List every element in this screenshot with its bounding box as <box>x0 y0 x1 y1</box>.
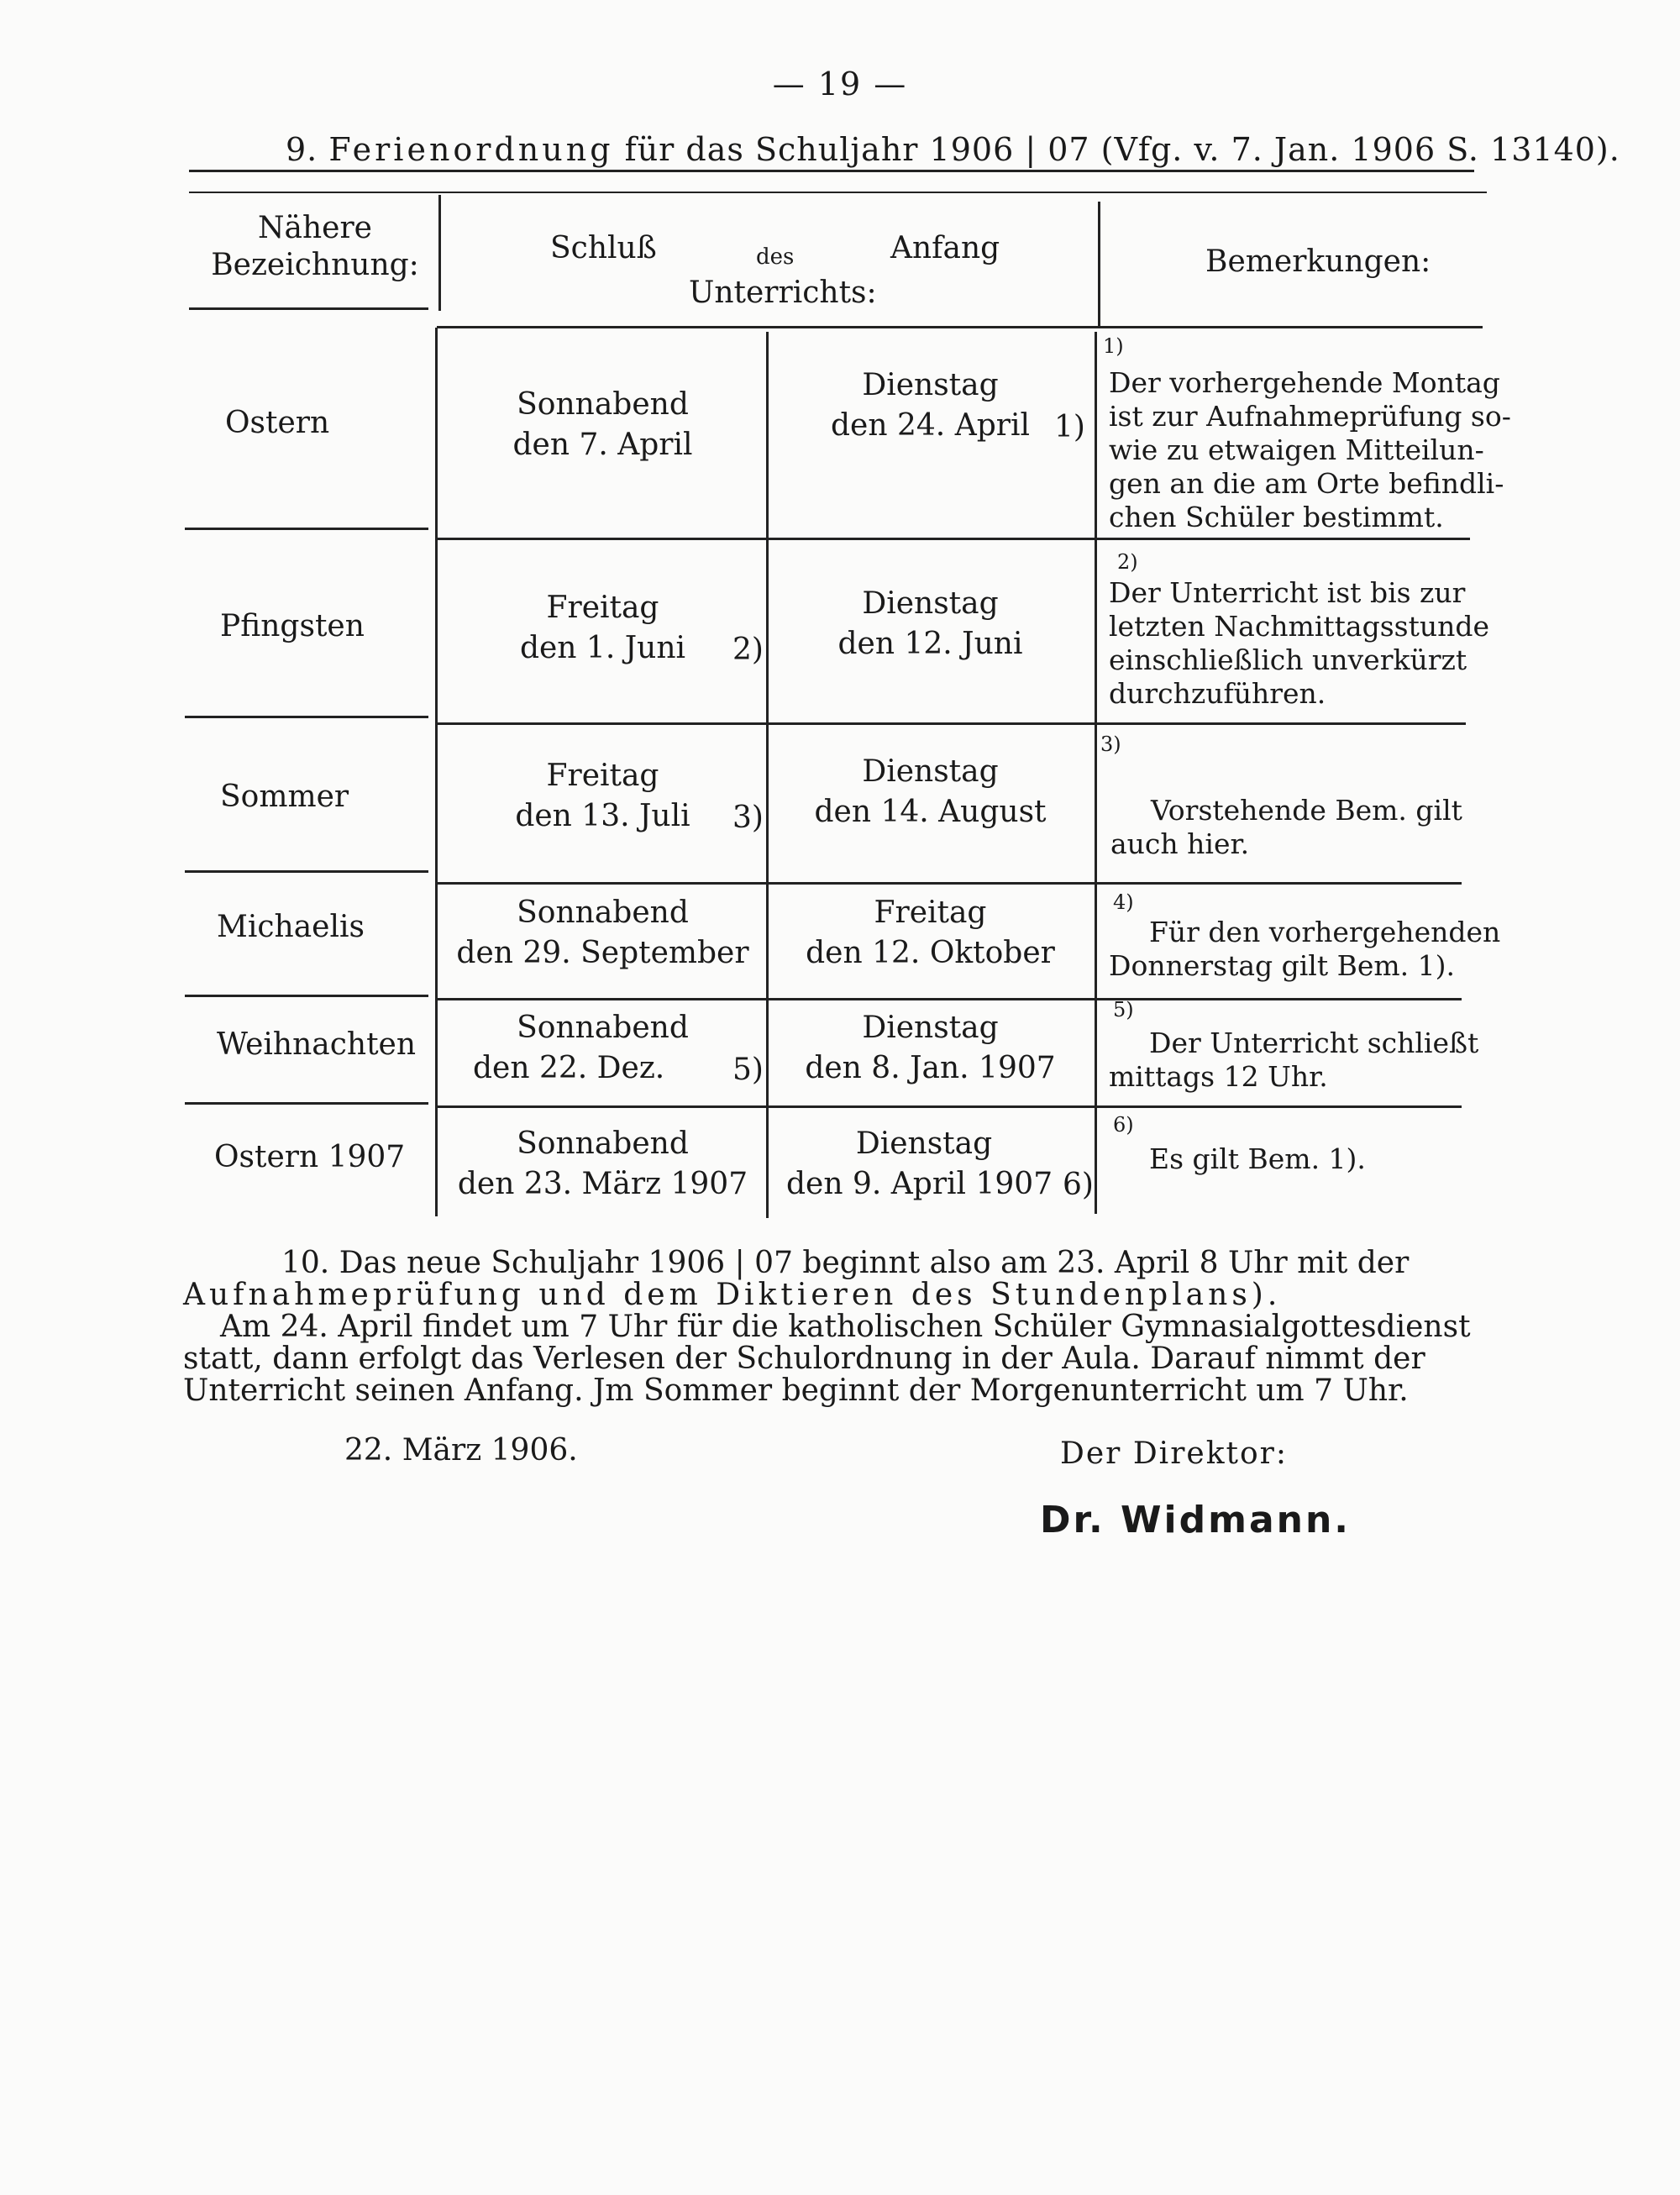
row-rule-5b <box>437 1105 1462 1108</box>
row-note-line: gen an die am Orte befindli- <box>1109 467 1504 500</box>
row-note <box>1149 1142 1366 1176</box>
row-start-day: Dienstag <box>862 586 999 621</box>
row-note-line: einschließlich unverkürzt <box>1109 643 1467 676</box>
row-name: Ostern 1907 <box>214 1140 406 1174</box>
row-start-date: den 8. Jan. 1907 <box>805 1051 1056 1085</box>
note-mark: 4) <box>1113 890 1134 914</box>
row-start-date: den 14. August <box>814 795 1047 829</box>
row-end-day: Freitag <box>546 759 659 793</box>
row-start-day: Dienstag <box>862 1011 999 1045</box>
row-start <box>769 893 1092 974</box>
row-start <box>769 584 1092 664</box>
row-start-day: Freitag <box>874 895 987 930</box>
row-note-line: wie zu etwaigen Mitteilun- <box>1109 433 1484 466</box>
row-end <box>441 588 764 669</box>
header-col4: Bemerkungen: <box>1205 244 1431 279</box>
row-note-line: Der Unterricht schließt <box>1149 1027 1479 1059</box>
header-vrule-3 <box>1098 202 1100 326</box>
row-rule-4b <box>437 998 1462 1000</box>
row-name: Pfingsten <box>220 609 365 643</box>
row-start <box>764 1124 1084 1205</box>
row-rule-1b <box>437 538 1470 540</box>
para10-line2: Aufnahmeprüfung und dem Diktieren des Stundenplans). <box>183 1278 1282 1312</box>
row-note <box>1110 794 1462 861</box>
row-start-day: Dienstag <box>862 754 999 789</box>
row-end-day: Freitag <box>546 591 659 625</box>
row-end <box>441 385 764 465</box>
row-note-line: Es gilt Bem. 1). <box>1149 1142 1366 1175</box>
row-start-mark: 6) <box>1063 1168 1094 1202</box>
table-top-rule <box>189 192 1487 193</box>
row-note-line: Der Unterricht ist bis zur <box>1109 576 1466 609</box>
row-start-mark: 1) <box>1054 410 1085 444</box>
para10-line3: Am 24. April findet um 7 Uhr für die katholischen Schüler Gymnasialgottesdienst <box>220 1310 1471 1344</box>
row-note-line: chen Schüler bestimmt. <box>1109 501 1444 533</box>
row-note-line: Für den vorhergehenden <box>1149 916 1501 948</box>
header-bottom-rule-left <box>189 307 428 310</box>
row-end <box>441 893 764 974</box>
heading-title: Ferienordnung <box>328 131 614 168</box>
row-end-date: den 23. März 1907 <box>457 1167 748 1201</box>
row-end-date: den 1. Juni <box>519 631 686 665</box>
note-mark: 3) <box>1100 733 1121 756</box>
body-vrule-1 <box>435 328 438 1216</box>
heading-rest: für das Schuljahr 1906 | 07 (Vfg. v. 7. Jan. 1906 S. 13140). <box>624 131 1620 168</box>
row-rule-2b <box>437 722 1466 725</box>
para10-line5: Unterricht seinen Anfang. Jm Sommer beginnt der Morgenunterricht um 7 Uhr. <box>183 1373 1409 1408</box>
row-end-mark: 2) <box>732 633 764 667</box>
row-end <box>441 1124 764 1205</box>
row-rule-1a <box>185 528 428 530</box>
row-start-date: den 9. April 1907 <box>786 1167 1053 1201</box>
row-start <box>769 365 1092 446</box>
row-name: Ostern <box>225 406 330 440</box>
row-start <box>769 752 1092 832</box>
row-end-day: Sonnabend <box>517 895 689 930</box>
row-start-day: Dienstag <box>855 1126 993 1161</box>
signature-role: Der Direktor: <box>1060 1436 1289 1471</box>
row-name: Weihnachten <box>217 1027 417 1062</box>
row-start-date: den 24. April <box>831 408 1030 443</box>
row-note <box>1109 576 1489 711</box>
page-number: — 19 — <box>772 66 908 102</box>
row-end-date: den 13. Juli <box>515 799 690 833</box>
row-start-day: Dienstag <box>862 368 999 402</box>
para10-line1: 10. Das neue Schuljahr 1906 | 07 beginnt also am 23. April 8 Uhr mit der <box>281 1246 1410 1280</box>
heading-number: 9. <box>286 131 318 168</box>
row-note-line: Der vorhergehende Montag <box>1109 366 1500 399</box>
row-note-line: Donnerstag gilt Bem. 1). <box>1109 949 1456 982</box>
row-end-date: den 29. September <box>456 936 749 970</box>
header-bottom-rule-right <box>437 326 1483 328</box>
row-rule-5a <box>185 1102 428 1105</box>
section-heading <box>286 132 1620 169</box>
body-vrule-3 <box>1095 332 1097 1214</box>
row-rule-3b <box>437 882 1462 885</box>
signature-name: Dr. Widmann. <box>1040 1499 1351 1541</box>
header-middle: des <box>756 244 795 270</box>
note-mark: 1) <box>1103 334 1124 358</box>
heading-rule <box>189 170 1474 172</box>
row-start-date: den 12. Oktober <box>806 936 1055 970</box>
row-name: Sommer <box>220 780 349 814</box>
para10-line4: statt, dann erfolgt das Verlesen der Schulordnung in der Aula. Darauf nimmt der <box>183 1342 1425 1376</box>
row-note-line: durchzuführen. <box>1109 677 1326 710</box>
header-col3: Anfang <box>890 231 1000 265</box>
date: 22. März 1906. <box>344 1433 578 1468</box>
row-end-day: Sonnabend <box>517 1126 689 1161</box>
row-note-line: Vorstehende Bem. gilt <box>1151 794 1462 827</box>
header-sub: Unterrichts: <box>689 276 877 310</box>
note-mark: 6) <box>1113 1113 1134 1137</box>
row-note <box>1109 916 1500 983</box>
row-end-day: Sonnabend <box>517 387 689 422</box>
header-col1 <box>193 210 437 284</box>
row-end-mark: 3) <box>732 801 764 835</box>
row-end-date: den 7. April <box>512 428 693 462</box>
row-start <box>769 1008 1092 1089</box>
header-vrule-1 <box>438 195 441 311</box>
row-note <box>1109 1027 1478 1094</box>
row-note-line: auch hier. <box>1110 827 1250 860</box>
note-mark: 2) <box>1117 550 1138 574</box>
row-note-line: mittags 12 Uhr. <box>1109 1060 1328 1093</box>
row-end-mark: 5) <box>732 1053 764 1087</box>
row-note-line: letzten Nachmittagsstunde <box>1109 610 1490 643</box>
row-start-date: den 12. Juni <box>837 627 1023 661</box>
row-note-line: ist zur Aufnahmeprüfung so- <box>1109 400 1511 433</box>
row-end <box>441 756 764 837</box>
row-name: Michaelis <box>217 910 365 944</box>
row-note <box>1109 366 1511 534</box>
row-end-day: Sonnabend <box>517 1011 689 1045</box>
row-rule-3a <box>185 870 428 873</box>
note-mark: 5) <box>1113 998 1134 1021</box>
header-col1-line1: Nähere <box>258 211 372 245</box>
header-col1-line2: Bezeichnung: <box>211 248 419 282</box>
row-rule-4a <box>185 995 428 997</box>
row-end <box>441 1008 764 1089</box>
row-end-date: den 22. Dez. <box>473 1051 665 1085</box>
header-col2: Schluß <box>550 231 657 265</box>
row-rule-2a <box>185 716 428 718</box>
